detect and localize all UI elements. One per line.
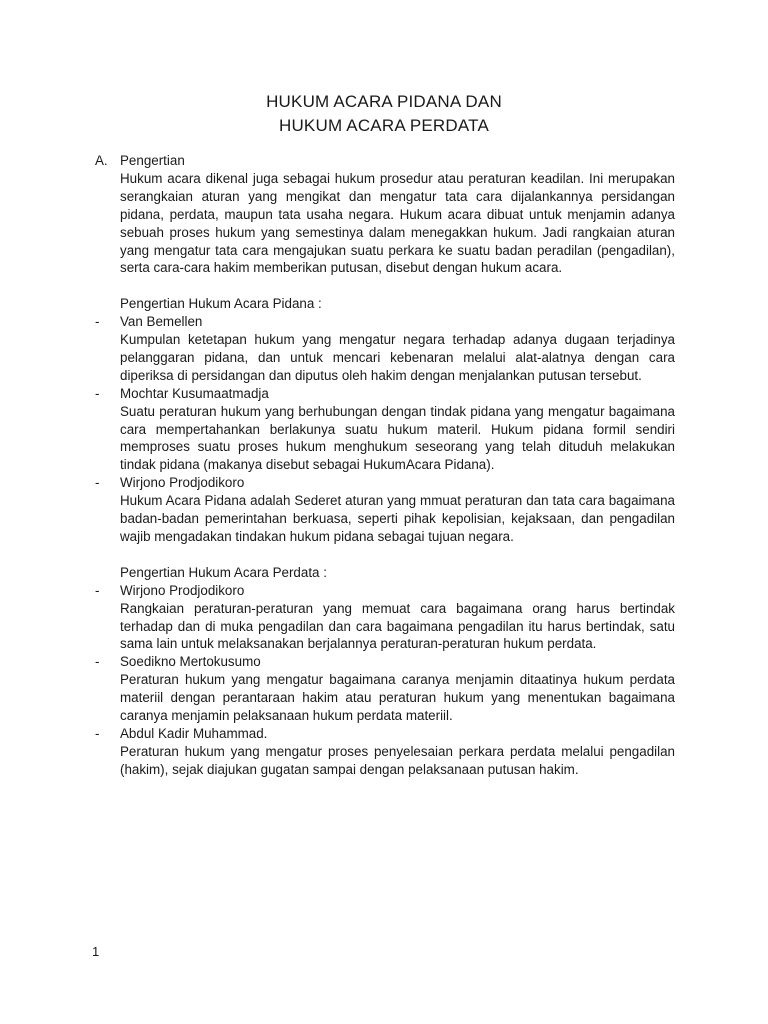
perdata-item-text: Peraturan hukum yang mengatur bagaimana caranya menjamin ditaatinya hukum perdata materiil dengan perantaraan hakim atau peraturan hukum yang menentukan bagaimana caranya menjamin pelaksanaan hukum perdata materiil. bbox=[120, 672, 675, 724]
pidana-item-name: Wirjono Prodjodikoro bbox=[120, 475, 245, 491]
section-a bbox=[95, 152, 675, 779]
page-number: 1 bbox=[92, 944, 100, 959]
perdata-item-name: Soedikno Mertokusumo bbox=[120, 654, 261, 670]
perdata-item-text: Rangkaian peraturan-peraturan yang memuat cara bagaimana orang harus bertindak terhadap dan di muka pengadilan dan cara bagaimana pengadilan itu harus bertindak, satu sama lain untuk melaksanakan berjalannya peraturan-peraturan hukum perdata. bbox=[120, 600, 675, 652]
pidana-item-text: Kumpulan ketetapan hukum yang mengatur negara terhadap adanya dugaan terjadinya pelanggaran pidana, dan untuk mencari kebenaran melalui alat-alatnya dengan cara diperiksa di persidangan dan diputus oleh hakim dengan menjalankan putusan tersebut. bbox=[120, 332, 675, 383]
perdata-item bbox=[95, 725, 675, 779]
list-dash: - bbox=[95, 582, 100, 598]
pidana-item-name: Mochtar Kusumaatmadja bbox=[120, 385, 269, 401]
list-dash: - bbox=[95, 654, 100, 670]
list-dash: - bbox=[95, 475, 100, 491]
pidana-item bbox=[95, 385, 675, 475]
pidana-item-name: Van Bemellen bbox=[120, 314, 203, 330]
title-line-2: HUKUM ACARA PERDATA bbox=[278, 116, 490, 135]
section-a-marker: A. bbox=[95, 153, 108, 168]
list-dash: - bbox=[95, 725, 100, 741]
pidana-heading: Pengertian Hukum Acara Pidana : bbox=[120, 296, 322, 312]
list-dash: - bbox=[95, 314, 100, 330]
pidana-item-text: Suatu peraturan hukum yang berhubungan dengan tindak pidana yang mengatur bagaimana cara mempertahankan berlakunya suatu hukum materil. Hukum pidana formil sendiri memproses suatu proses hukum menghukum seseorang yang telah dituduh melakukan tindak pidana (makanya disebut sebagai HukumAcara Pidana). bbox=[120, 403, 675, 473]
document-body bbox=[95, 152, 675, 779]
perdata-item-text: Peraturan hukum yang mengatur proses penyelesaian perkara perdata melalui pengadilan (hakim), sejak diajukan gugatan sampai dengan pelaksanaan putusan hakim. bbox=[120, 743, 675, 777]
perdata-item bbox=[95, 582, 675, 654]
pidana-item-text: Hukum Acara Pidana adalah Sederet aturan yang mmuat peraturan dan tata cara bagaimana badan-badan pemerintahan berkuasa, seperti pihak kepolisian, kejaksaan, dan pengadilan wajib mengadakan tindakan hukum pidana sebagai tujuan negara. bbox=[120, 493, 675, 545]
pidana-item bbox=[95, 474, 675, 546]
pidana-item bbox=[95, 313, 675, 385]
section-a-paragraph: Hukum acara dikenal juga sebagai hukum prosedur atau peraturan keadilan. Ini merupakan serangkaian aturan yang mengikat dan mengatur tata cara dijalankannya persidangan pidana, perdata, maupun tata usaha negara. Hukum acara dibuat untuk menjamin adanya sebuah proses hukum yang semestinya dalam menegakkan hukum. Jadi rangkaian aturan yang mengatur tata cara mengajukan suatu perkara ke suatu badan peradilan (pengadilan), serta cara-cara hakim memberikan putusan, disebut dengan hukum acara. bbox=[120, 170, 675, 276]
title-line-1: HUKUM ACARA PIDANA DAN bbox=[266, 92, 502, 111]
perdata-item-name: Wirjono Prodjodikoro bbox=[120, 582, 245, 598]
list-dash: - bbox=[95, 385, 100, 401]
document-title bbox=[0, 90, 768, 138]
perdata-item-name: Abdul Kadir Muhammad. bbox=[120, 725, 268, 741]
perdata-heading: Pengertian Hukum Acara Perdata : bbox=[120, 564, 327, 580]
section-a-heading: Pengertian bbox=[120, 153, 185, 168]
perdata-item bbox=[95, 653, 675, 725]
